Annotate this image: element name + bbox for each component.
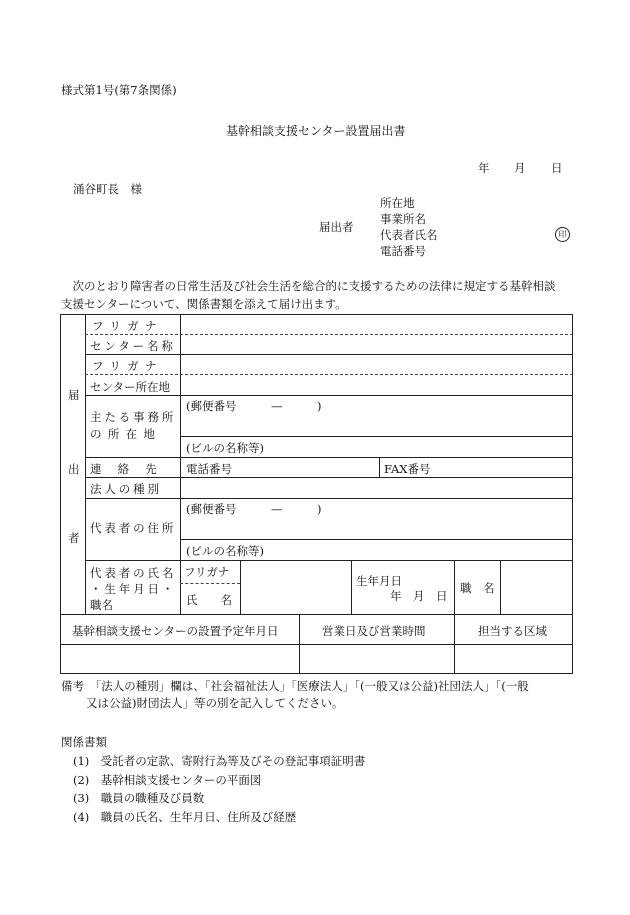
intro-line-2: 支援センターについて、関係書類を添えて届け出ます。 <box>61 297 347 311</box>
field-representative: 代表者氏名 <box>380 228 438 242</box>
label-center-address: センター所在地 <box>90 380 171 394</box>
label-birth: 生年月日 <box>356 574 402 588</box>
side-label-de: 出 <box>68 462 80 476</box>
addressee: 涌谷町長 様 <box>73 182 142 196</box>
col-setup-date: 基幹相談支援センターの設置予定年月日 <box>72 624 279 638</box>
note-line-2: 又は公益)財団法人」等の別を記入してください。 <box>86 696 344 710</box>
form-title: 基幹相談支援センター設置届出書 <box>226 124 406 138</box>
document-item: (2) 基幹相談支援センターの平面図 <box>73 773 262 787</box>
label-furigana-2: フリガナ <box>92 359 163 373</box>
label-birth-ymd: 年 月 日 <box>390 589 448 603</box>
side-label-sha: 者 <box>68 531 80 545</box>
label-contact: 連絡先 <box>90 462 173 476</box>
label-main-office-2: の所在地 <box>90 427 162 441</box>
label-corp-type: 法人の種別 <box>90 482 162 496</box>
document-item: (4) 職員の氏名、生年月日、住所及び経歴 <box>73 810 297 824</box>
document-item: (1) 受託者の定款、寄附行為等及びその登記事項証明書 <box>73 754 366 768</box>
field-office-name: 事業所名 <box>380 212 426 226</box>
label-position: 職 名 <box>460 581 495 595</box>
label-center-name: センター名称 <box>90 339 176 353</box>
label-rep-name-3: 職名 <box>90 598 113 612</box>
postal-code-1: (郵便番号 — ) <box>186 399 322 413</box>
building-name-1: (ビルの名称等) <box>186 441 264 455</box>
label-rep-name-2: ・生年月日・ <box>90 582 177 596</box>
date-day: 日 <box>551 161 563 175</box>
label-furigana-1: フリガナ <box>92 319 163 333</box>
label-rep-name-1: 代表者の氏名 <box>90 566 177 580</box>
field-phone: 電話番号 <box>380 244 426 258</box>
label-phone: 電話番号 <box>186 462 232 476</box>
col-service-area: 担当する区域 <box>478 624 547 638</box>
label-rep-address: 代表者の住所 <box>90 521 177 535</box>
seal-icon: 印 <box>555 227 570 242</box>
postal-code-2: (郵便番号 — ) <box>186 502 322 516</box>
applicant-label: 届出者 <box>319 220 354 234</box>
label-name: 氏 名 <box>186 593 232 607</box>
label-main-office-1: 主たる事務所 <box>90 410 177 424</box>
date-month: 月 <box>514 161 526 175</box>
note-line-1: 備考 「法人の種別」欄は、「社会福祉法人」「医療法人」「(一般又は公益)社団法人」「(一般 <box>61 679 529 693</box>
building-name-2: (ビルの名称等) <box>186 544 264 558</box>
col-business-hours: 営業日及び営業時間 <box>322 624 426 638</box>
documents-title: 関係書類 <box>61 735 107 749</box>
date-year: 年 <box>478 161 490 175</box>
document-item: (3) 職員の職種及び員数 <box>73 791 205 805</box>
label-fax: FAX番号 <box>384 462 431 476</box>
intro-line-1: 次のとおり障害者の日常生活及び社会生活を総合的に支援するための法律に規定する基幹相談 <box>61 279 556 293</box>
label-furigana-3: フリガナ <box>184 565 230 579</box>
style-number: 様式第1号(第7条関係) <box>61 83 177 97</box>
side-label-todoke: 届 <box>68 388 80 402</box>
field-location: 所在地 <box>380 196 415 210</box>
